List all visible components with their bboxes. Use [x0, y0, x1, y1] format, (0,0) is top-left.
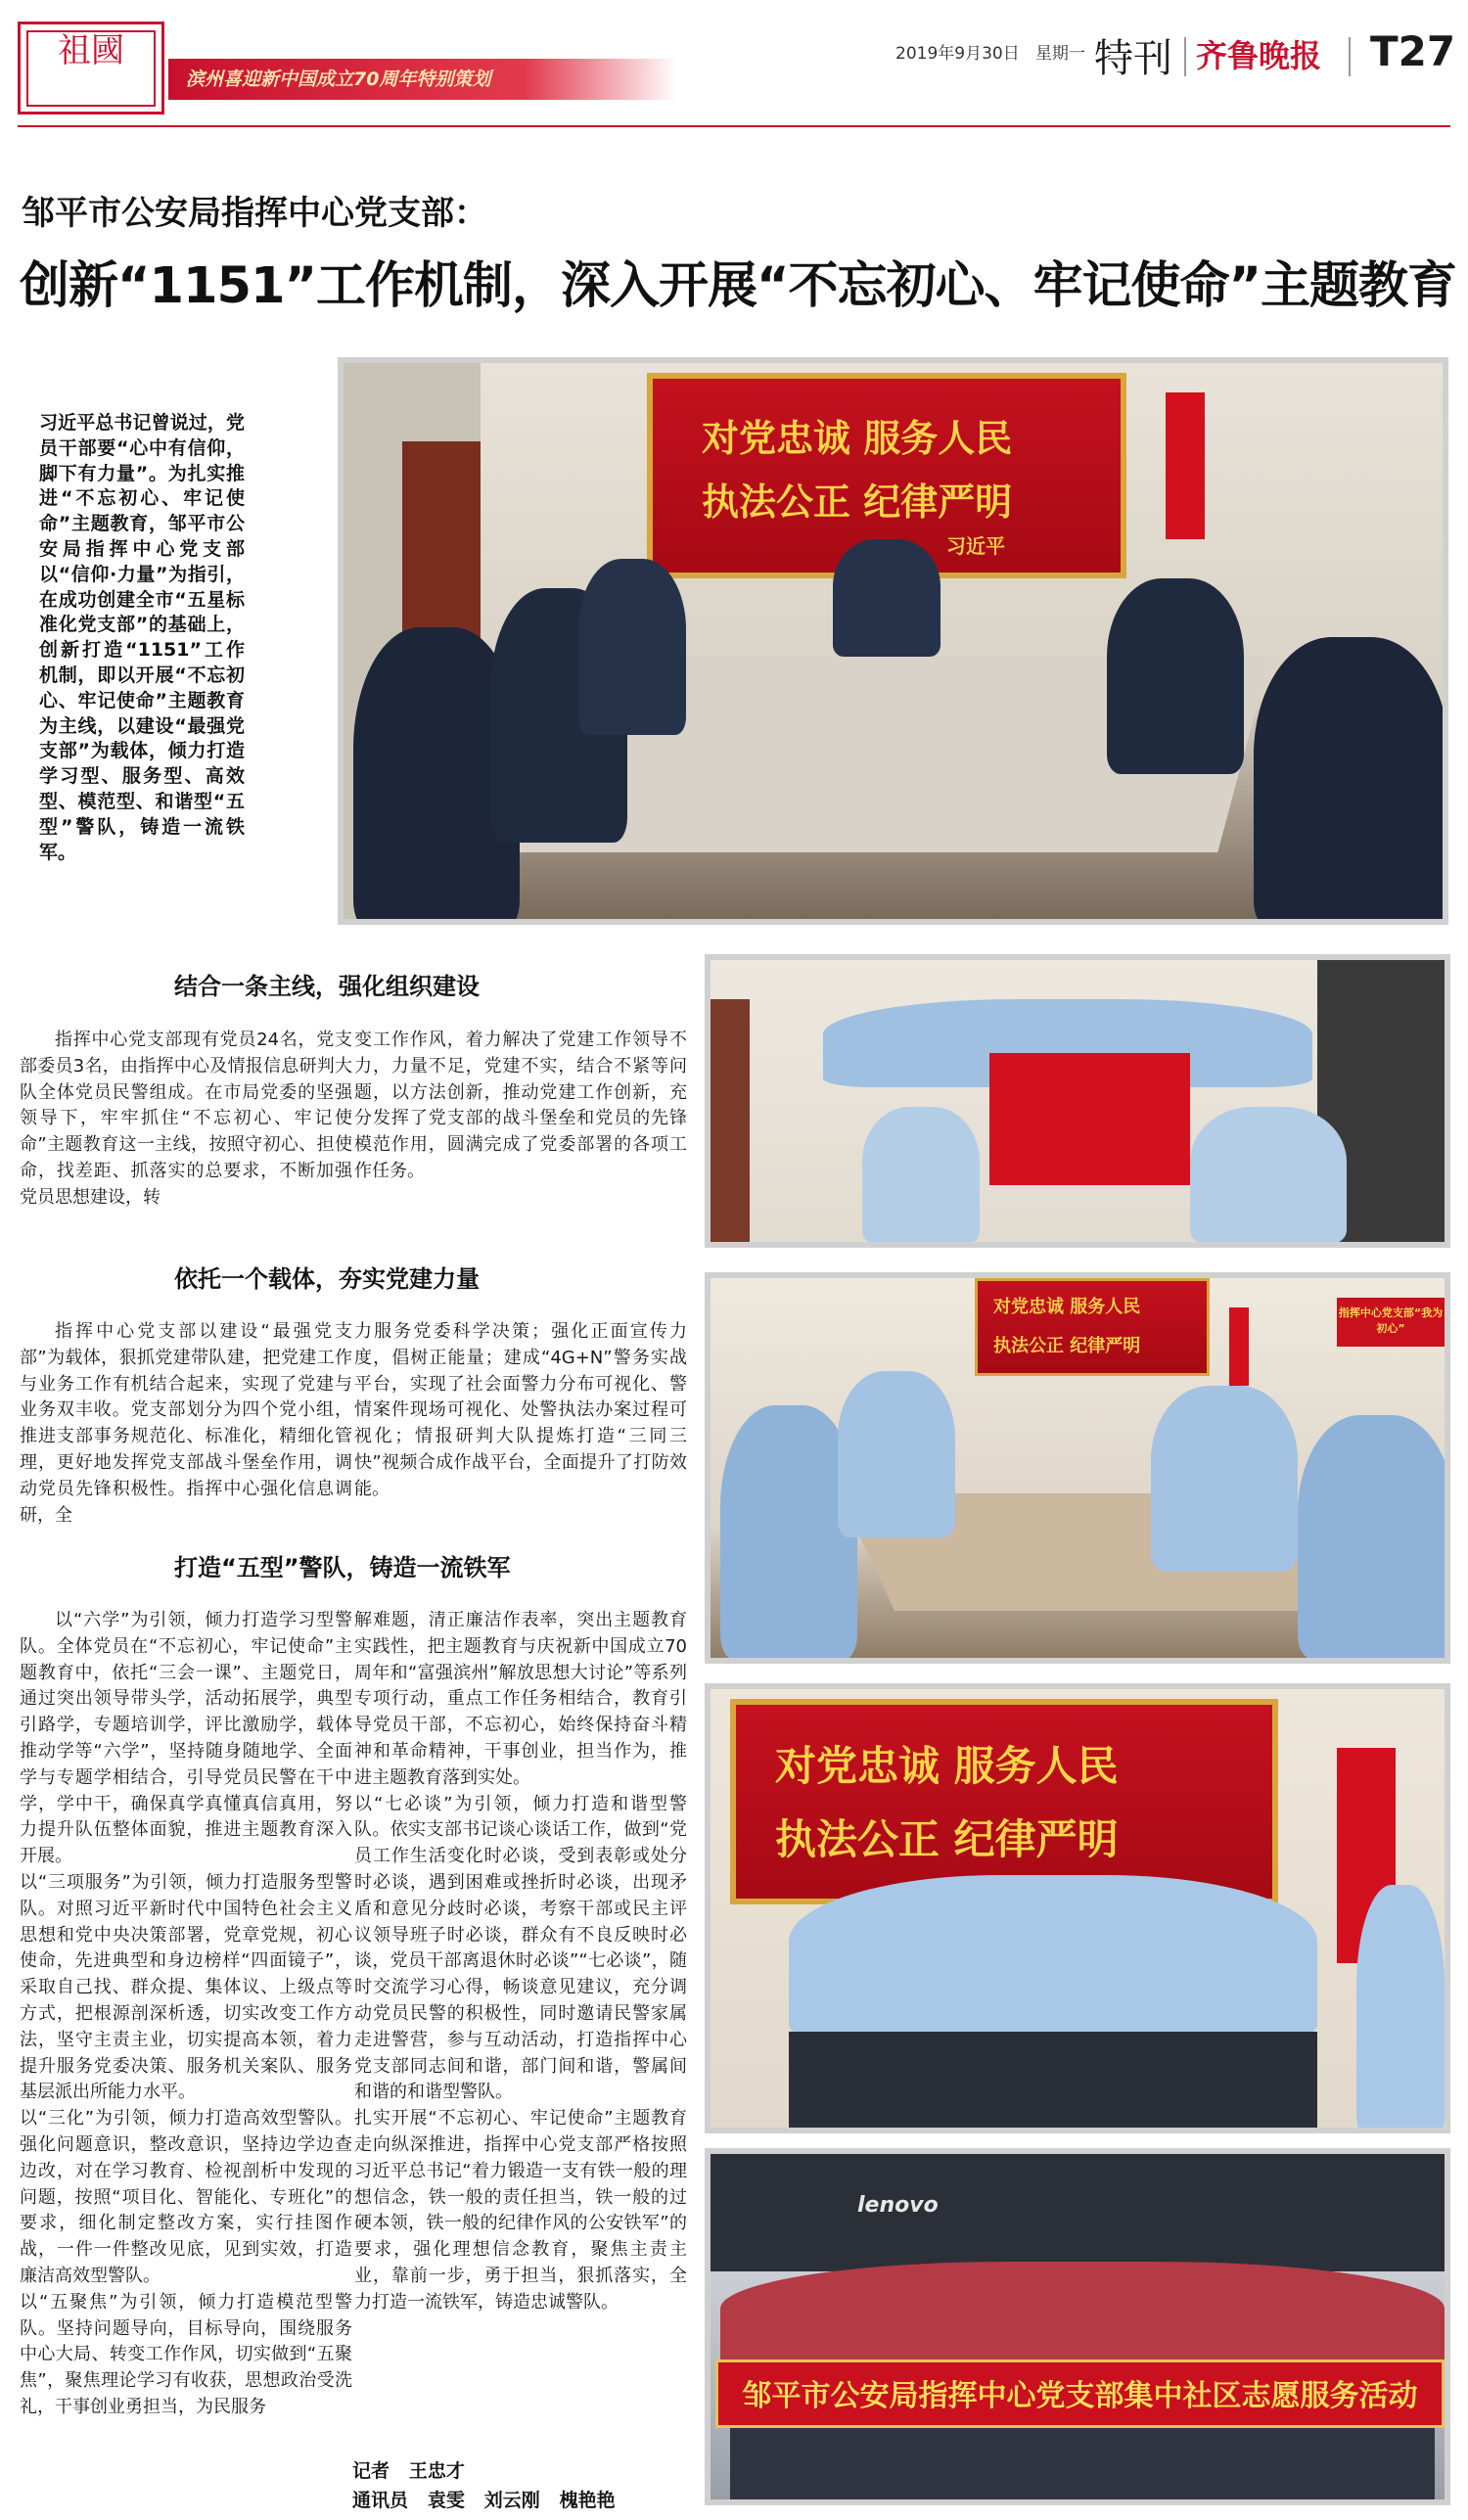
anniversary-logo: [18, 22, 164, 115]
slogan-wall: [730, 1699, 1278, 1904]
officer: [1298, 1415, 1450, 1660]
slogan-line-2: 执法公正 纪律严明: [775, 1815, 1119, 1863]
section-1-title: 结合一条主线，强化组织建设: [174, 973, 480, 1000]
header-rule: [18, 125, 1450, 127]
officer: [1356, 1885, 1445, 2133]
flag: [1229, 1307, 1249, 1386]
volunteer-legs: [730, 2428, 1435, 2505]
slogan-line-1: 对党忠诚 服务人民: [775, 1742, 1119, 1790]
flag: [1166, 392, 1205, 539]
award-photo: [705, 1683, 1450, 2133]
volunteer-banner: 邹平市公安局指挥中心党支部集中社区志愿服务活动: [715, 2360, 1445, 2428]
section-name: 特刊: [1094, 36, 1172, 81]
correspondent-line: [352, 2486, 616, 2512]
reporter-name: 王忠才: [408, 2460, 465, 2482]
officer: [1107, 578, 1244, 774]
divider: [1349, 37, 1351, 76]
side-banner: 指挥中心党支部“我为初心”: [1337, 1298, 1445, 1347]
issue-date: [895, 39, 1085, 64]
slogan-line-1: 对党忠诚 服务人民: [702, 416, 1013, 460]
slogan-line-1: 对党忠诚 服务人民: [993, 1297, 1141, 1317]
special-feature-banner: 滨州喜迎新中国成立70周年特别策划: [168, 59, 677, 100]
officer: [1254, 637, 1448, 925]
weekday-text: 星期一: [1034, 44, 1085, 64]
article-headline: 创新“1151”工作机制，深入开展“不忘初心、牢记使命”主题教育: [20, 257, 1457, 315]
logo-seal: 祖國: [26, 30, 156, 107]
officer: [833, 539, 940, 657]
meeting-photo: [338, 357, 1448, 925]
section-3-col-1: 以“六学”为引领，倾力打造学习型警队。全体党员在“不忘初心，牢记使命”主题教育中，依托“三会一课”、主题党日，通过突出领导带头学，活动拓展学，典型引路学，专题培训学，评比激励学，载体推动学等“六学”，坚持随身随地学、全面学与专题学相结合，引导党员民警在干中学，学中干，确保真学真懂真信真用，努力提升队伍整体面貌，推进主题教育深入开展。 以“三项服务”为引领，倾力打造服务型警队。对照习近平新时代中国特色社会主义思想和党中央决策部署，党章党规，初心使命，先进典型和身边榜样“四面镜子”，采取自己找、群众提、集体议、上级点等方式，把根源剖深析透，切实改变工作方法，坚守主责主业，切实提高本领，着力提升服务党委决策、服务机关案队、服务基层派出所能力水平。 以“三化”为引领，倾力打造高效型警队。强化问题意识，整改意识，坚持边学边查边改，对在学习教育、检视剖析中发现的问题，按照“项目化、智能化、专班化”的要求，细化制定整改方案，实行挂图作战，一件一件整改见底，见到实效，打造廉洁高效型警队。 以“五聚焦”为引领，倾力打造模范型警队。坚持问题导向，目标导向，围绕服务中心大局、转变工作作风，切实做到“五聚焦”，聚焦理论学习有收获，思想政治受洗礼，干事创业勇担当，为民服务: [20, 1610, 352, 2417]
reporter-label: 记者: [352, 2460, 390, 2482]
group-flag-photo: [705, 954, 1450, 1248]
correspondent-name: 刘云刚: [483, 2490, 540, 2511]
page-header: [0, 0, 1468, 117]
slogan-line-2: 执法公正 纪律严明: [993, 1336, 1141, 1356]
section-2-col-2: 力服务党委科学决策；强化正面宣传力度，倡树正能量；建成“4G+N”警务实战平台，实现了社会面警力分布可视化、警情案件现场可视化、处警执法办案过程可视化；情报研判大队提炼打造“三同三快”视频合成作战平台，全面提升了打防效能。: [354, 1321, 687, 1499]
officer: [838, 1371, 955, 1537]
section-2-col-1: 指挥中心党支部以建设“最强党支部”为载体，狠抓党建带队建，把党建工作与业务工作有机结合起来，实现了党建与业务双丰收。党支部划分为四个党小组，推进支部事务规范化、标准化，精细化管理，更好地发挥党支部战斗堡垒作用，调动党员先锋积极性。指挥中心强化信息调研，全: [20, 1321, 352, 1526]
correspondent-label: 通讯员: [352, 2490, 409, 2511]
slogan-signature: 习近平: [946, 534, 1005, 558]
party-flag: [989, 1053, 1190, 1185]
divider: [1184, 37, 1186, 76]
officer-row: [1190, 1107, 1347, 1244]
officer-row: [862, 1107, 980, 1244]
page-number: T27: [1370, 27, 1456, 75]
volunteer-photo: [705, 2148, 1450, 2505]
article-intro: 习近平总书记曾说过，党员干部要“心中有信仰，脚下有力量”。为扎实推进“不忘初心、牢记使命”主题教育，邹平市公安局指挥中心党支部以“信仰·力量”为指引，在成功创建全市“五星标准化党支部”的基础上，创新打造“1151”工作机制，即以开展“不忘初心、牢记使命”主题教育为主线，以建设“最强党支部”为载体，倾力打造学习型、服务型、高效型、模范型、和谐型“五型”警队，铸造一流铁军。: [39, 412, 245, 863]
date-text: 2019年9月30日: [895, 44, 1020, 64]
slogan-wall: [975, 1278, 1210, 1376]
officer: [578, 559, 686, 735]
section-2-title: 依托一个载体，夯实党建力量: [174, 1265, 480, 1293]
section-3-col-2: 解难题，清正廉洁作表率，突出主题教育实践性，把主题教育与庆祝新中国成立70周年和“富强滨州”解放思想大讨论”等系列专项行动，重点工作任务相结合，教育引导党员干部，不忘初心，始终保持奋斗精神和革命精神，干事创业，担当作为，推进主题教育落到实处。 以“七必谈”为引领，倾力打造和谐型警队。依实支部书记谈心谈话工作，做到“党员工作生活变化时必谈，受到表彰或处分时必谈，遇到困难或挫折时必谈，出现矛盾和意见分歧时必谈，考察干部或民主评议领导班子时必谈，群众有不良反映时必谈，党员干部离退休时必谈”“七必谈”，随时交流学习心得，畅谈意见建议，充分调动党员民警的积极性，同时邀请民警家属走进警营，参与互动活动，打造指挥中心党支部同志间和谐，部门间和谐，警属间和谐的和谐型警队。 扎实开展“不忘初心、牢记使命”主题教育走向纵深推进，指挥中心党支部严格按照习近平总书记“着力锻造一支有铁一般的理想信念，铁一般的责任担当，铁一般的过硬本领，铁一般的纪律作风的公安铁军”的要求，强化理想信念教育，聚焦主责主业，靠前一步，勇于担当，狠抓落实，全力打造一流铁军，铸造忠诚警队。: [354, 1610, 687, 2313]
section-1-col-2: 变工作作风，着力解决了党建工作领导不力，力量不足，党建不实，结合不紧等问题，以方法创新，推动党建工作创新，充分发挥了党支部的战斗堡垒和党员的先锋模范作用，圆满完成了党委部署的各项工作任务。: [354, 1030, 687, 1181]
officer: [1151, 1386, 1298, 1572]
officer: [720, 1405, 857, 1660]
correspondent-name: 槐艳艳: [559, 2490, 616, 2511]
slogan-line-2: 执法公正 纪律严明: [702, 480, 1013, 524]
correspondent-name: 袁雯: [427, 2490, 465, 2511]
section-1-col-1: 指挥中心党支部现有党员24名，党支部委员3名，由指挥中心及情报信息研判大队全体党员民警组成。在市局党委的坚强领导下，牢牢抓住“不忘初心、牢记使命”主题教育这一主线，按照守初心、担使命，找差距、抓落实的总要求，不断加强党员思想建设，转: [20, 1030, 352, 1208]
officer-legs: [789, 2032, 1317, 2133]
officer-row: [789, 1875, 1317, 2041]
newspaper-name: 齐鲁晚报: [1196, 37, 1322, 74]
reporter-line: [352, 2456, 465, 2483]
oath-photo: [705, 1272, 1450, 1664]
article-kicker: 邹平市公安局指挥中心党支部：: [22, 194, 487, 233]
store-sign: lenovo: [857, 2193, 939, 2218]
section-3-title: 打造“五型”警队，铸造一流铁军: [174, 1554, 511, 1581]
